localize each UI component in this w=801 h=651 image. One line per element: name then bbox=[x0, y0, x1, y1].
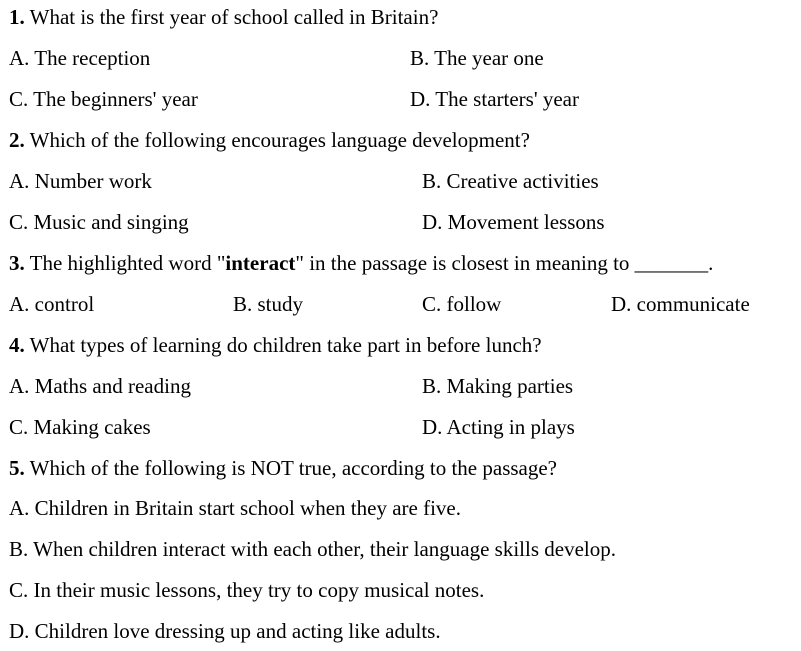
highlighted-word: interact bbox=[225, 251, 296, 275]
option-4b[interactable]: B. Making parties bbox=[422, 374, 574, 398]
question-text: What types of learning do children take part in before lunch? bbox=[29, 333, 542, 357]
question-text: Which of the following is NOT true, according to the passage? bbox=[29, 456, 558, 480]
question-number: 4. bbox=[9, 333, 25, 357]
option-3d[interactable]: D. communicate bbox=[611, 292, 750, 316]
option-5c[interactable]: C. In their music lessons, they try to copy musical notes. bbox=[9, 578, 485, 602]
option-3c[interactable]: C. follow bbox=[422, 292, 502, 316]
question-5 bbox=[9, 456, 557, 480]
question-text-after: " in the passage is closest in meaning to _______. bbox=[295, 251, 714, 275]
option-1c[interactable]: C. The beginners' year bbox=[9, 87, 198, 111]
question-number: 3. bbox=[9, 251, 25, 275]
option-1a[interactable]: A. The reception bbox=[9, 46, 151, 70]
option-1b[interactable]: B. The year one bbox=[410, 46, 544, 70]
option-2b[interactable]: B. Creative activities bbox=[422, 169, 599, 193]
question-3 bbox=[9, 251, 713, 275]
option-4d[interactable]: D. Acting in plays bbox=[422, 415, 575, 439]
option-2a[interactable]: A. Number work bbox=[9, 169, 152, 193]
option-5a[interactable]: A. Children in Britain start school when they are five. bbox=[9, 496, 461, 520]
option-2c[interactable]: C. Music and singing bbox=[9, 210, 189, 234]
question-text: Which of the following encourages language development? bbox=[29, 128, 530, 152]
question-number: 2. bbox=[9, 128, 25, 152]
option-5d[interactable]: D. Children love dressing up and acting like adults. bbox=[9, 619, 441, 643]
option-1d[interactable]: D. The starters' year bbox=[410, 87, 579, 111]
option-4a[interactable]: A. Maths and reading bbox=[9, 374, 191, 398]
question-number: 1. bbox=[9, 5, 25, 29]
option-3b[interactable]: B. study bbox=[233, 292, 304, 316]
question-2 bbox=[9, 128, 530, 152]
question-number: 5. bbox=[9, 456, 25, 480]
question-text-before: The highlighted word " bbox=[29, 251, 226, 275]
question-1 bbox=[9, 5, 438, 29]
option-2d[interactable]: D. Movement lessons bbox=[422, 210, 605, 234]
question-4 bbox=[9, 333, 542, 357]
option-5b[interactable]: B. When children interact with each other, their language skills develop. bbox=[9, 537, 616, 561]
option-4c[interactable]: C. Making cakes bbox=[9, 415, 151, 439]
option-3a[interactable]: A. control bbox=[9, 292, 95, 316]
question-text: What is the first year of school called in Britain? bbox=[29, 5, 439, 29]
